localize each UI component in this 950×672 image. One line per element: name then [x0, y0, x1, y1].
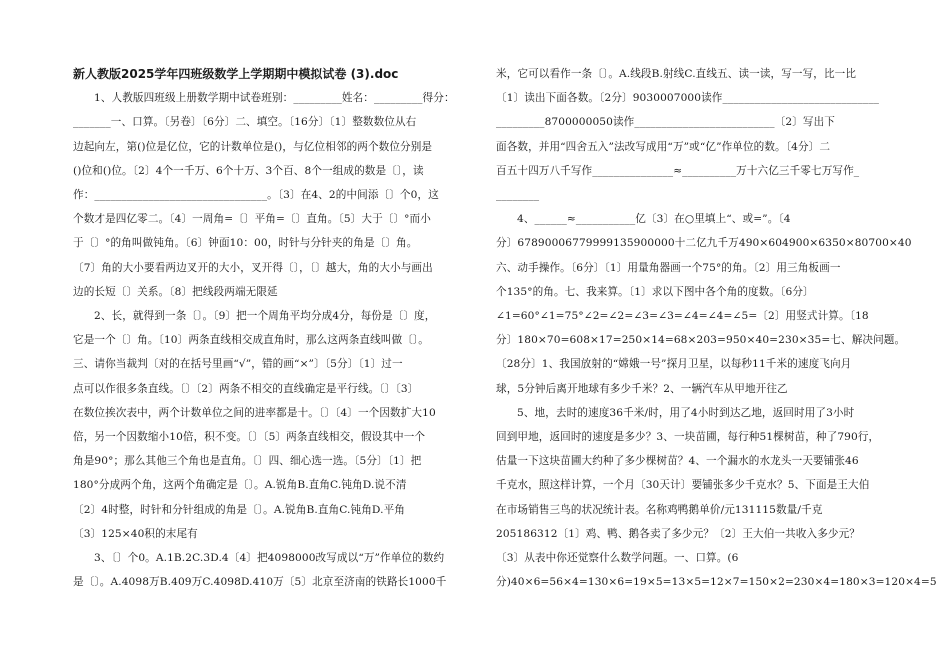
text-line: 回到甲地，返回时的速度是多少？3、一块苗圃，每行种51棵树苗，种了790行， [496, 431, 880, 444]
text-line: 作：________________________________。〔3〕在4、2的中间添〔〕个0，这 [73, 189, 439, 202]
text-line: 三、请你当裁判〔对的在括号里画“√”，错的画“×”〕〔5分〕〔1〕过一 [73, 358, 403, 371]
text-line: 在数位挨次表中，两个计数单位之间的进率都是十。〔〕〔4〕一个因数扩大10 [73, 406, 436, 419]
text-line: 估量一下这块苗圃大约种了多少棵树苗？4、一个漏水的水龙头一天要铺张46 [496, 455, 859, 468]
text-line: 六、动手操作。〔6分〕〔1〕用量角器画一个75°的角。〔2〕用三角板画一 [496, 261, 841, 274]
text-line: _________8700000050读作__________________________〔2〕写出下 [496, 116, 835, 129]
text-line: 角是90°；那么其他三个角也是直角。〔〕四、细心选一选。〔5分〕〔1〕把 [73, 455, 422, 468]
text-line: 1、人教版四班级上册数学期中试卷班别：_________姓名：_________得分： [94, 92, 455, 105]
document-title: 新人教版2025学年四班级数学上学期期中模拟试卷 (3).doc [73, 67, 399, 81]
text-line: 4、______≈___________亿〔3〕在○里填上“、或=”。〔4 [517, 213, 791, 226]
text-line: 〔1〕读出下面各数。〔2分〕9030007000读作_____________________________ [496, 92, 880, 105]
text-line: 205186312〔1〕鸡、鸭、鹅各卖了多少元？〔2〕王大伯一共收入多少元？ [496, 527, 860, 540]
text-line: 倍，另一个因数缩小10倍，积不变。〔〕〔5〕两条直线相交，假设其中一个 [73, 431, 426, 444]
text-line: 边的长短〔〕关系。〔8〕把线段两端无限延 [73, 285, 278, 298]
text-line: 个数才是四亿零二。〔4〕一周角=〔〕平角=〔〕直角。〔5〕大于〔〕°而小 [73, 213, 431, 226]
text-line: 它是一个〔〕角。〔10〕两条直线相交成直角时，那么这两条直线叫做〔〕。 [73, 334, 429, 347]
text-line: 180°分成两个角，这两个角确定是〔〕。A.锐角B.直角C.钝角D.说不清 [73, 479, 407, 492]
text-line: 〔3〕从表中你还觉察什么数学问题。一、口算。(6 [496, 552, 739, 565]
text-line: 点可以作很多条直线。〔〕〔2〕两条不相交的直线确定是平行线。〔〕〔3〕 [73, 382, 419, 395]
text-line: 球，5分钟后离开地球有多少千米？2、一辆汽车从甲地开往乙 [496, 382, 788, 395]
text-line: 分)40×6=56×4=130×6=19×5=13×5=12×7=150×2=230×4=180×3=120×4=5 [496, 576, 937, 589]
text-line: 3、〔〕个0。A.1B.2C.3D.4〔4〕把4098000改写成以“万”作单位的数约 [94, 552, 445, 565]
text-line: 〔28分〕1、我国放射的“嫦娥一号”探月卫星，以每秒11千米的速度飞向月 [496, 358, 852, 371]
left-column [73, 62, 465, 594]
text-line: 于〔〕°的角叫做钝角。〔6〕钟面10：00，时针与分针夹的角是〔〕角。 [73, 237, 418, 250]
text-line: 〔7〕角的大小要看两边叉开的大小，叉开得〔〕，〔〕越大，角的大小与画出 [73, 261, 433, 274]
text-line: 〔2〕4时整，时针和分针组成的角是〔〕。A.锐角B.直角C.钝角D.平角 [73, 503, 405, 516]
text-line: 分〕67890006779999135900000十二亿九千万490×604900×6350×80700×40 [496, 237, 912, 250]
text-line: _______一、口算。〔另卷〕〔6分〕二、填空。〔16分〕〔1〕整数数位从右 [73, 116, 417, 129]
text-line: ∠1=60°∠1=75°∠2=∠2=∠3=∠3=∠4=∠4=∠5=〔2〕用竖式计算。〔18 [496, 310, 869, 323]
text-line: 2、长，就得到一条〔〕。〔9〕把一个周角平均分成4分，每份是〔〕度， [94, 310, 436, 323]
text-line: 米，它可以看作一条〔〕。A.线段B.射线C.直线五、读一读，写一写，比一比 [496, 68, 857, 80]
text-line: 千克水，照这样计算，一个月〔30天计〕要铺张多少千克水？5、下面是王大伯 [496, 479, 870, 492]
text-line: 是〔〕。A.4098万B.409万C.4098D.410万〔5〕北京至济南的铁路长1000千 [73, 576, 447, 589]
right-column [496, 62, 937, 594]
text-line: 面各数，并用“四舍五入”法改写成用“万”或“亿”作单位的数。〔4分〕二 [496, 140, 831, 153]
text-line: 在市场销售三鸟的状况统计表。名称鸡鸭鹅单价/元131115数量/千克 [496, 503, 823, 516]
text-line: ()位和()位。〔2〕4个一千万、6个十万、3个百、8个一组成的数是〔〕，读 [73, 164, 424, 177]
text-line: 分〕180×70=608×17=250×14=68×203=950×40=230×35=七、解决问题。 [496, 334, 906, 347]
text-line: 5、地，去时的速度36千米/时，用了4小时到达乙地，返回时用了3小时 [517, 406, 855, 419]
text-line: 个135°的角。七、我来算。〔1〕求以下图中各个角的度数。〔6分〕 [496, 285, 814, 298]
text-line: 边起向左，第()位是亿位，它的计数单位是()，与亿位相邻的两个数位分别是 [73, 140, 433, 153]
text-line: 百五十四万八千写作_______________≈__________万十六亿三千零七万写作_ [496, 164, 860, 177]
text-line: ________ [496, 189, 540, 202]
text-line: 〔3〕125×40积的末尾有 [73, 527, 198, 540]
